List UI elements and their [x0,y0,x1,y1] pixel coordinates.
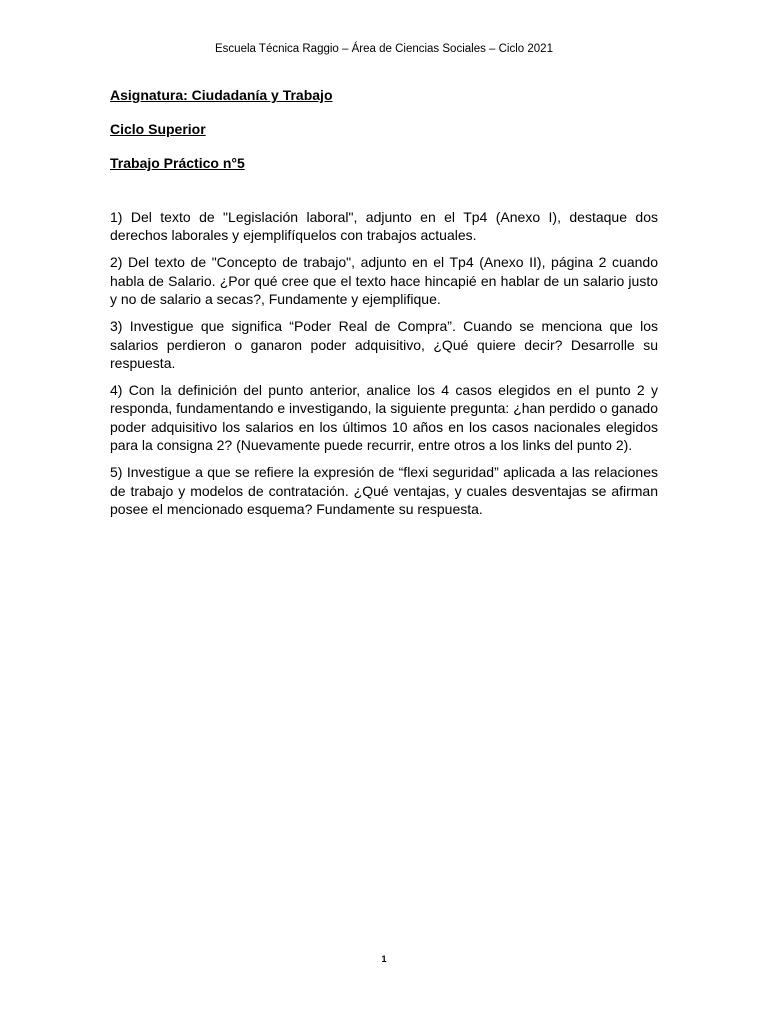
assignment-heading: Trabajo Práctico n°5 [110,155,245,171]
questions-list [110,208,658,527]
subject-heading: Asignatura: Ciudadanía y Trabajo [110,87,333,103]
question-3: 3) Investigue que significa “Poder Real de Compra”. Cuando se menciona que los salarios perdieron o ganaron poder adquisitivo, ¿Qué quiere decir? Desarrolle su respuesta. [110,318,658,372]
question-2: 2) Del texto de "Concepto de trabajo", adjunto en el Tp4 (Anexo II), página 2 cuando habla de Salario. ¿Por qué cree que el texto hace hincapié en hablar de un salario justo y no de salario a secas?, Fundamente y ejemplifique. [110,254,658,308]
question-1: 1) Del texto de "Legislación laboral", adjunto en el Tp4 (Anexo I), destaque dos derechos laborales y ejemplifíquelos con trabajos actuales. [110,209,658,244]
question-4: 4) Con la definición del punto anterior, analice los 4 casos elegidos en el punto 2 y responda, fundamentando e investigando, la siguiente pregunta: ¿han perdido o ganado poder adquisitivo los salarios en los últimos 10 años en los casos nacionales elegidos para la consigna 2? (Nuevamente puede recurrir, entre otros a los links del punto 2). [110,382,658,454]
question-5: 5) Investigue a que se refiere la expresión de “flexi seguridad” aplicada a las relaciones de trabajo y modelos de contratación. ¿Qué ventajas, y cuales desventajas se afirman posee el mencionado esquema? Fundamente su respuesta. [110,464,658,518]
cycle-heading: Ciclo Superior [110,121,206,137]
page-number: 1 [381,954,387,964]
page-header: Escuela Técnica Raggio – Área de Ciencias Sociales – Ciclo 2021 [215,43,553,55]
